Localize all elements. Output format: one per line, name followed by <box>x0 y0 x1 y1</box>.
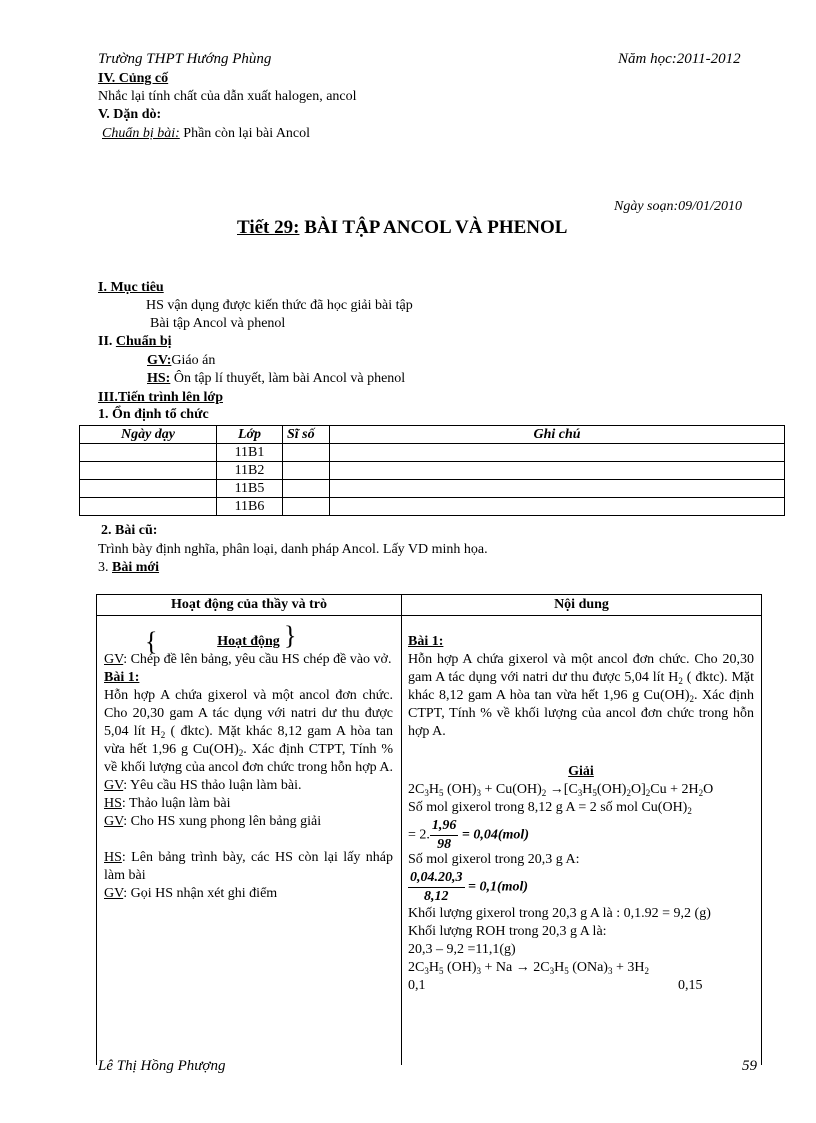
left-problem-label: Bài 1: <box>104 670 140 685</box>
mol-line-1: Số mol gixerol trong 8,12 g A = 2 số mol $Cu(OH)_2$ <box>408 800 692 816</box>
class-cell: 11B2 <box>217 462 283 480</box>
equation-2: $2C_3H_5$ $(OH)_3 + Na \to 2C_3H_5$ $(ONa)_3 + 3H_2$ <box>408 960 649 976</box>
process-step-3-num: 3. <box>98 560 112 575</box>
mass-line-1: Khối lượng gixerol trong 20,3 g A là : 0,1.92 = 9,2 (g) <box>408 906 711 921</box>
class-cell: 11B1 <box>217 444 283 462</box>
author-name: Lê Thị Hồng Phượng <box>98 1058 226 1074</box>
prep-gv-text: Giáo án <box>171 353 216 368</box>
prep-text: Phần còn lại bài Ancol <box>179 126 311 141</box>
left-problem-text: Hỗn hợp A chứa gixerol và một ancol đơn chức. Cho 20,30 gam A tác dụng với natri dư thu được 5,04 lít $H_2$ ( đktc). Mặt khác 8,12 gam A hòa tan vừa hết 1,96 g $Cu(OH)_2$. Xác định CTPT, Tính % về khối lượng của ancol đơn chức trong hỗn hợp A. <box>104 688 393 775</box>
class-cell: 11B6 <box>217 498 283 516</box>
process-step-3 <box>98 559 159 577</box>
process-step-3-word: Bài mới <box>112 560 160 575</box>
table-row <box>80 498 785 516</box>
lesson-name: BÀI TẬP ANCOL VÀ PHENOL <box>299 217 568 238</box>
gv-instruction-3: GV: Cho HS xung phong lên bảng giải <box>104 814 322 829</box>
equation-1: $2C_3H_5$ $(OH)_3 + Cu(OH)_2 \to[C_3H_5(OH)_2O]_2Cu + 2H_2O$ <box>408 782 714 798</box>
process-step-2-text: Trình bày định nghĩa, phân loại, danh pháp Ancol. Lấy VD minh họa. <box>98 542 488 557</box>
right-column-header: Nội dung <box>554 597 609 612</box>
left-brace: { <box>145 627 158 656</box>
gv-instruction-1: GV: Chép đề lên bảng, yêu cầu HS chép đề vào vở. <box>104 652 392 667</box>
prep-title-word: Chuẩn bị <box>115 334 172 349</box>
mol-line-2: Số mol gixerol trong 20,3 g A: <box>408 852 580 867</box>
process-step-2: 2. Bài cũ: <box>101 523 158 538</box>
lesson-number: Tiết 29: <box>237 217 300 238</box>
class-cell: 11B5 <box>217 480 283 498</box>
section-5-title: V. Dặn dò: <box>98 107 162 122</box>
prep-gv-label: GV: <box>147 353 172 368</box>
activity-title: Hoạt động <box>217 634 280 649</box>
objectives-title: I. Mục tiêu <box>98 280 164 295</box>
left-column-header: Hoạt động của thầy và trò <box>171 597 327 612</box>
prep-label: Chuẩn bị bài: <box>102 126 180 141</box>
prep-title-num: II. <box>98 334 116 349</box>
attendance-table <box>79 425 785 516</box>
right-brace: } <box>284 621 297 650</box>
process-title: III.Tiến trình lên lớp <box>98 390 223 405</box>
prep-hs-label: HS: <box>147 371 171 386</box>
right-problem-label: Bài 1: <box>408 634 444 649</box>
prep-gv <box>147 352 215 370</box>
hs-action-2: HS: Lên bảng trình bày, các HS còn lại lấy nháp làm bài <box>104 850 393 883</box>
mass-line-3: 20,3 – 9,2 =11,1(g) <box>408 942 516 957</box>
lesson-title <box>237 216 567 240</box>
header-class: Lớp <box>217 426 283 444</box>
header-notes: Ghi chú <box>330 426 785 444</box>
table-row <box>80 480 785 498</box>
gv-instruction-2: GV: Yêu cầu HS thảo luận làm bài. <box>104 778 302 793</box>
section-4-title: IV. Củng cố <box>98 71 169 86</box>
objective-2: Bài tập Ancol và phenol <box>150 316 286 331</box>
lesson-date: Ngày soạn:09/01/2010 <box>614 199 742 214</box>
fraction-2: $\frac{0,04.20,3}{8,12}$ = 0,1(mol) <box>410 870 529 904</box>
gv-instruction-4: GV: Gọi HS nhận xét ghi điểm <box>104 886 278 901</box>
objective-1: HS vận dụng được kiến thức đã học giải bài tập <box>146 298 413 313</box>
left-column <box>104 633 393 903</box>
school-name: Trường THPT Hướng Phùng <box>98 51 272 67</box>
mol-values: 0,1 0,15 <box>408 978 703 993</box>
prep-line <box>102 125 310 143</box>
attendance-header-row <box>80 426 785 444</box>
school-year: Năm học:2011-2012 <box>618 51 741 67</box>
fraction-1: = 2. $\frac{1,96}{98}$ = 0,04(mol) <box>408 818 529 852</box>
lesson-activity-table <box>96 594 762 1065</box>
section-4-text: Nhắc lại tính chất của dẫn xuất halogen, ancol <box>98 89 357 104</box>
prep-hs-text: Ôn tập lí thuyết, làm bài Ancol và phenol <box>170 371 406 386</box>
mass-line-2: Khối lượng ROH trong 20,3 g A là: <box>408 924 607 939</box>
header-count: Sĩ số <box>283 426 330 444</box>
table-row <box>80 444 785 462</box>
prep-title <box>98 333 172 351</box>
table-row <box>80 462 785 480</box>
header-date: Ngày dạy <box>80 426 217 444</box>
page-number: 59 <box>742 1058 757 1074</box>
prep-hs <box>147 370 405 388</box>
process-step-1: 1. Ổn định tổ chức <box>98 407 209 422</box>
right-column <box>408 633 754 995</box>
right-problem-text: Hỗn hợp A chứa gixerol và một ancol đơn chức. Cho 20,30 gam A tác dụng với natri dư thu được 5,04 lít $H_2$ ( đktc). Mặt khác 8,12 gam A hòa tan vừa hết 1,96 g $Cu(OH)_2$. Xác định CTPT, Tính % về khối lượng của ancol đơn chức trong hỗn hợp A. <box>408 652 755 739</box>
solution-title: Giải <box>568 764 594 779</box>
hs-action-1: HS: Thảo luận làm bài <box>104 796 231 811</box>
